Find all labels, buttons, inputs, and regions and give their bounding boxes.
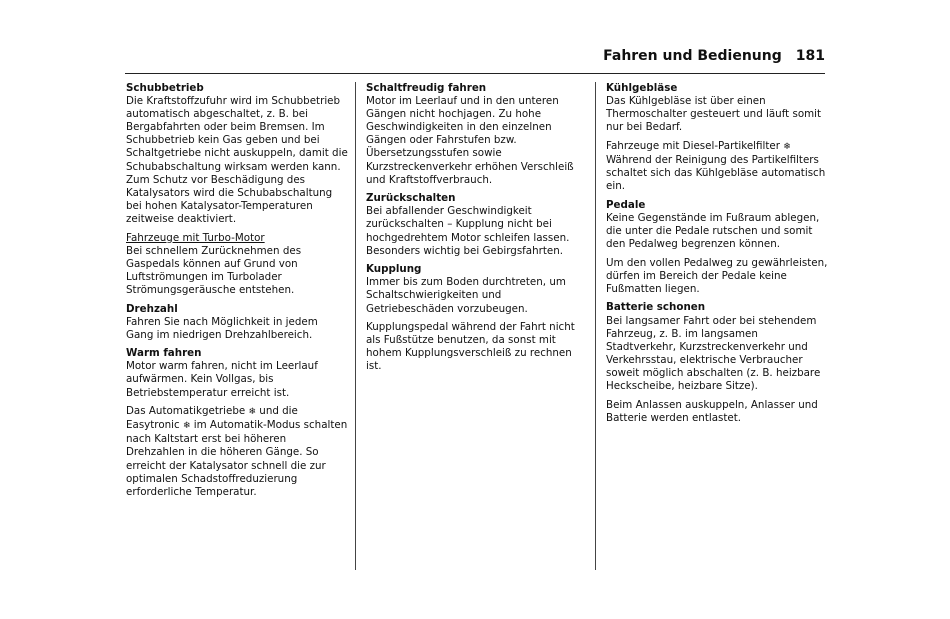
section-pedale	[606, 199, 828, 251]
column-3	[606, 82, 828, 430]
paragraph-batterie: Bei langsamer Fahrt oder bei stehendem Fahrzeug, z. B. im langsamen Stadtverkehr, Kurzstreckenverkehr und Verkehrsstau, elektrische Verbraucher soweit möglich abschalten (z. B. heizbare Heckscheibe, heizbare Sitze).	[606, 314, 821, 392]
column-2	[366, 82, 588, 379]
paragraph-zurueckschalten: Bei abfallender Geschwindigkeit zurückschalten – Kupplung nicht bei hochgedrehtem Motor schleifen lassen. Besonders wichtig bei Gebirgsfahrten.	[366, 205, 570, 257]
section-drehzahl	[126, 303, 348, 342]
heading-warm-fahren: Warm fahren	[126, 347, 202, 360]
header-rule	[125, 73, 825, 74]
heading-schubbetrieb: Schubbetrieb	[126, 82, 204, 94]
text-part: im Automatik-Modus schalten nach Kaltstart erst bei höheren Drehzahlen in die höheren Gänge. So erreicht der Katalysator schnell die zur optimalen Schadstoffreduzierung erforderliche Temperatur.	[126, 419, 348, 498]
section-zurueckschalten	[366, 192, 588, 257]
snowflake-icon: ❄	[248, 407, 257, 418]
page-header	[603, 48, 825, 64]
paragraph-diesel-partikelfilter	[606, 140, 828, 193]
column-divider-1	[355, 82, 356, 570]
column-1	[126, 82, 348, 504]
text-part: und die Easytronic	[126, 405, 298, 432]
section-schaltfreudig	[366, 82, 588, 187]
page-number: 181	[795, 48, 825, 64]
section-schubbetrieb	[126, 82, 348, 226]
snowflake-icon: ❄	[182, 421, 191, 432]
text-part: Fahrzeuge mit Diesel-Partikelfilter	[606, 139, 784, 152]
section-title: Fahren und Bedienung	[603, 48, 782, 64]
paragraph-kupplungspedal: Kupplungspedal während der Fahrt nicht als Fußstütze benutzen, da sonst mit hohem Kupplungsverschleiß zu rechnen ist.	[366, 321, 575, 373]
section-warm-fahren	[126, 347, 348, 399]
text-part: Das Automatikgetriebe	[126, 405, 249, 418]
heading-batterie: Batterie schonen	[606, 301, 706, 314]
paragraph-turbo: Bei schnellem Zurücknehmen des Gaspedals können auf Grund von Luftströmungen im Turbolader Strömungsgeräusche entstehen.	[126, 244, 302, 296]
paragraph-automatikgetriebe	[126, 405, 348, 499]
heading-schaltfreudig: Schaltfreudig fahren	[366, 82, 487, 94]
heading-drehzahl: Drehzahl	[126, 302, 178, 315]
paragraph-pedalweg: Um den vollen Pedalweg zu gewährleisten, dürfen im Bereich der Pedale keine Fußmatten liegen.	[606, 256, 828, 295]
paragraph-kupplung: Immer bis zum Boden durchtreten, um Schaltschwierigkeiten und Getriebeschäden vorzubeugen.	[366, 276, 566, 315]
text-part: Während der Reinigung des Partikelfilters schaltet sich das Kühlgebläse automatisch ein.	[606, 153, 826, 193]
section-turbo	[126, 232, 348, 297]
paragraph-schaltfreudig: Motor im Leerlauf und in den unteren Gängen nicht hochjagen. Zu hohe Geschwindigkeiten in den einzelnen Gängen oder Fahrstufen bzw. Übersetzungsstufen sowie Kurzstreckenverkehr erhöhen Verschleiß und Kraftstoffverbrauch.	[366, 95, 574, 186]
snowflake-icon: ❄	[783, 141, 791, 152]
paragraph-pedale: Keine Gegenstände im Fußraum ablegen, die unter die Pedale rutschen und somit den Pedalweg begrenzen können.	[606, 211, 820, 251]
section-batterie	[606, 301, 828, 393]
heading-pedale: Pedale	[606, 198, 646, 211]
heading-kupplung: Kupplung	[366, 263, 422, 276]
paragraph-schubbetrieb: Die Kraftstoffzufuhr wird im Schubbetrieb automatisch abgeschaltet, z. B. bei Bergabfahrten oder beim Bremsen. Im Schubbetrieb kein Gas geben und bei Schaltgetriebe nicht auskuppeln, damit die Schubabschaltung wirksam werden kann. Zum Schutz vor Beschädigung des Katalysators wird die Schubabschaltung bei hohen Katalysator-Temperaturen zeitweise deaktiviert.	[126, 95, 348, 225]
paragraph-drehzahl: Fahren Sie nach Möglichkeit in jedem Gang im niedrigen Drehzahlbereich.	[126, 315, 318, 341]
column-divider-2	[595, 82, 596, 570]
paragraph-anlassen: Beim Anlassen auskuppeln, Anlasser und Batterie werden entlastet.	[606, 398, 818, 424]
heading-turbo-motor: Fahrzeuge mit Turbo-Motor	[126, 231, 265, 244]
heading-zurueckschalten: Zurückschalten	[366, 192, 456, 205]
paragraph-warm-fahren: Motor warm fahren, nicht im Leerlauf aufwärmen. Kein Vollgas, bis Betriebstemperatur erreicht ist.	[126, 360, 318, 399]
section-kuehlgeblaese	[606, 82, 828, 134]
section-kupplung	[366, 263, 588, 315]
heading-kuehlgeblaese: Kühlgebläse	[606, 82, 678, 94]
paragraph-kuehlgeblaese: Das Kühlgebläse ist über einen Thermoschalter gesteuert und läuft somit nur bei Bedarf.	[606, 95, 822, 134]
